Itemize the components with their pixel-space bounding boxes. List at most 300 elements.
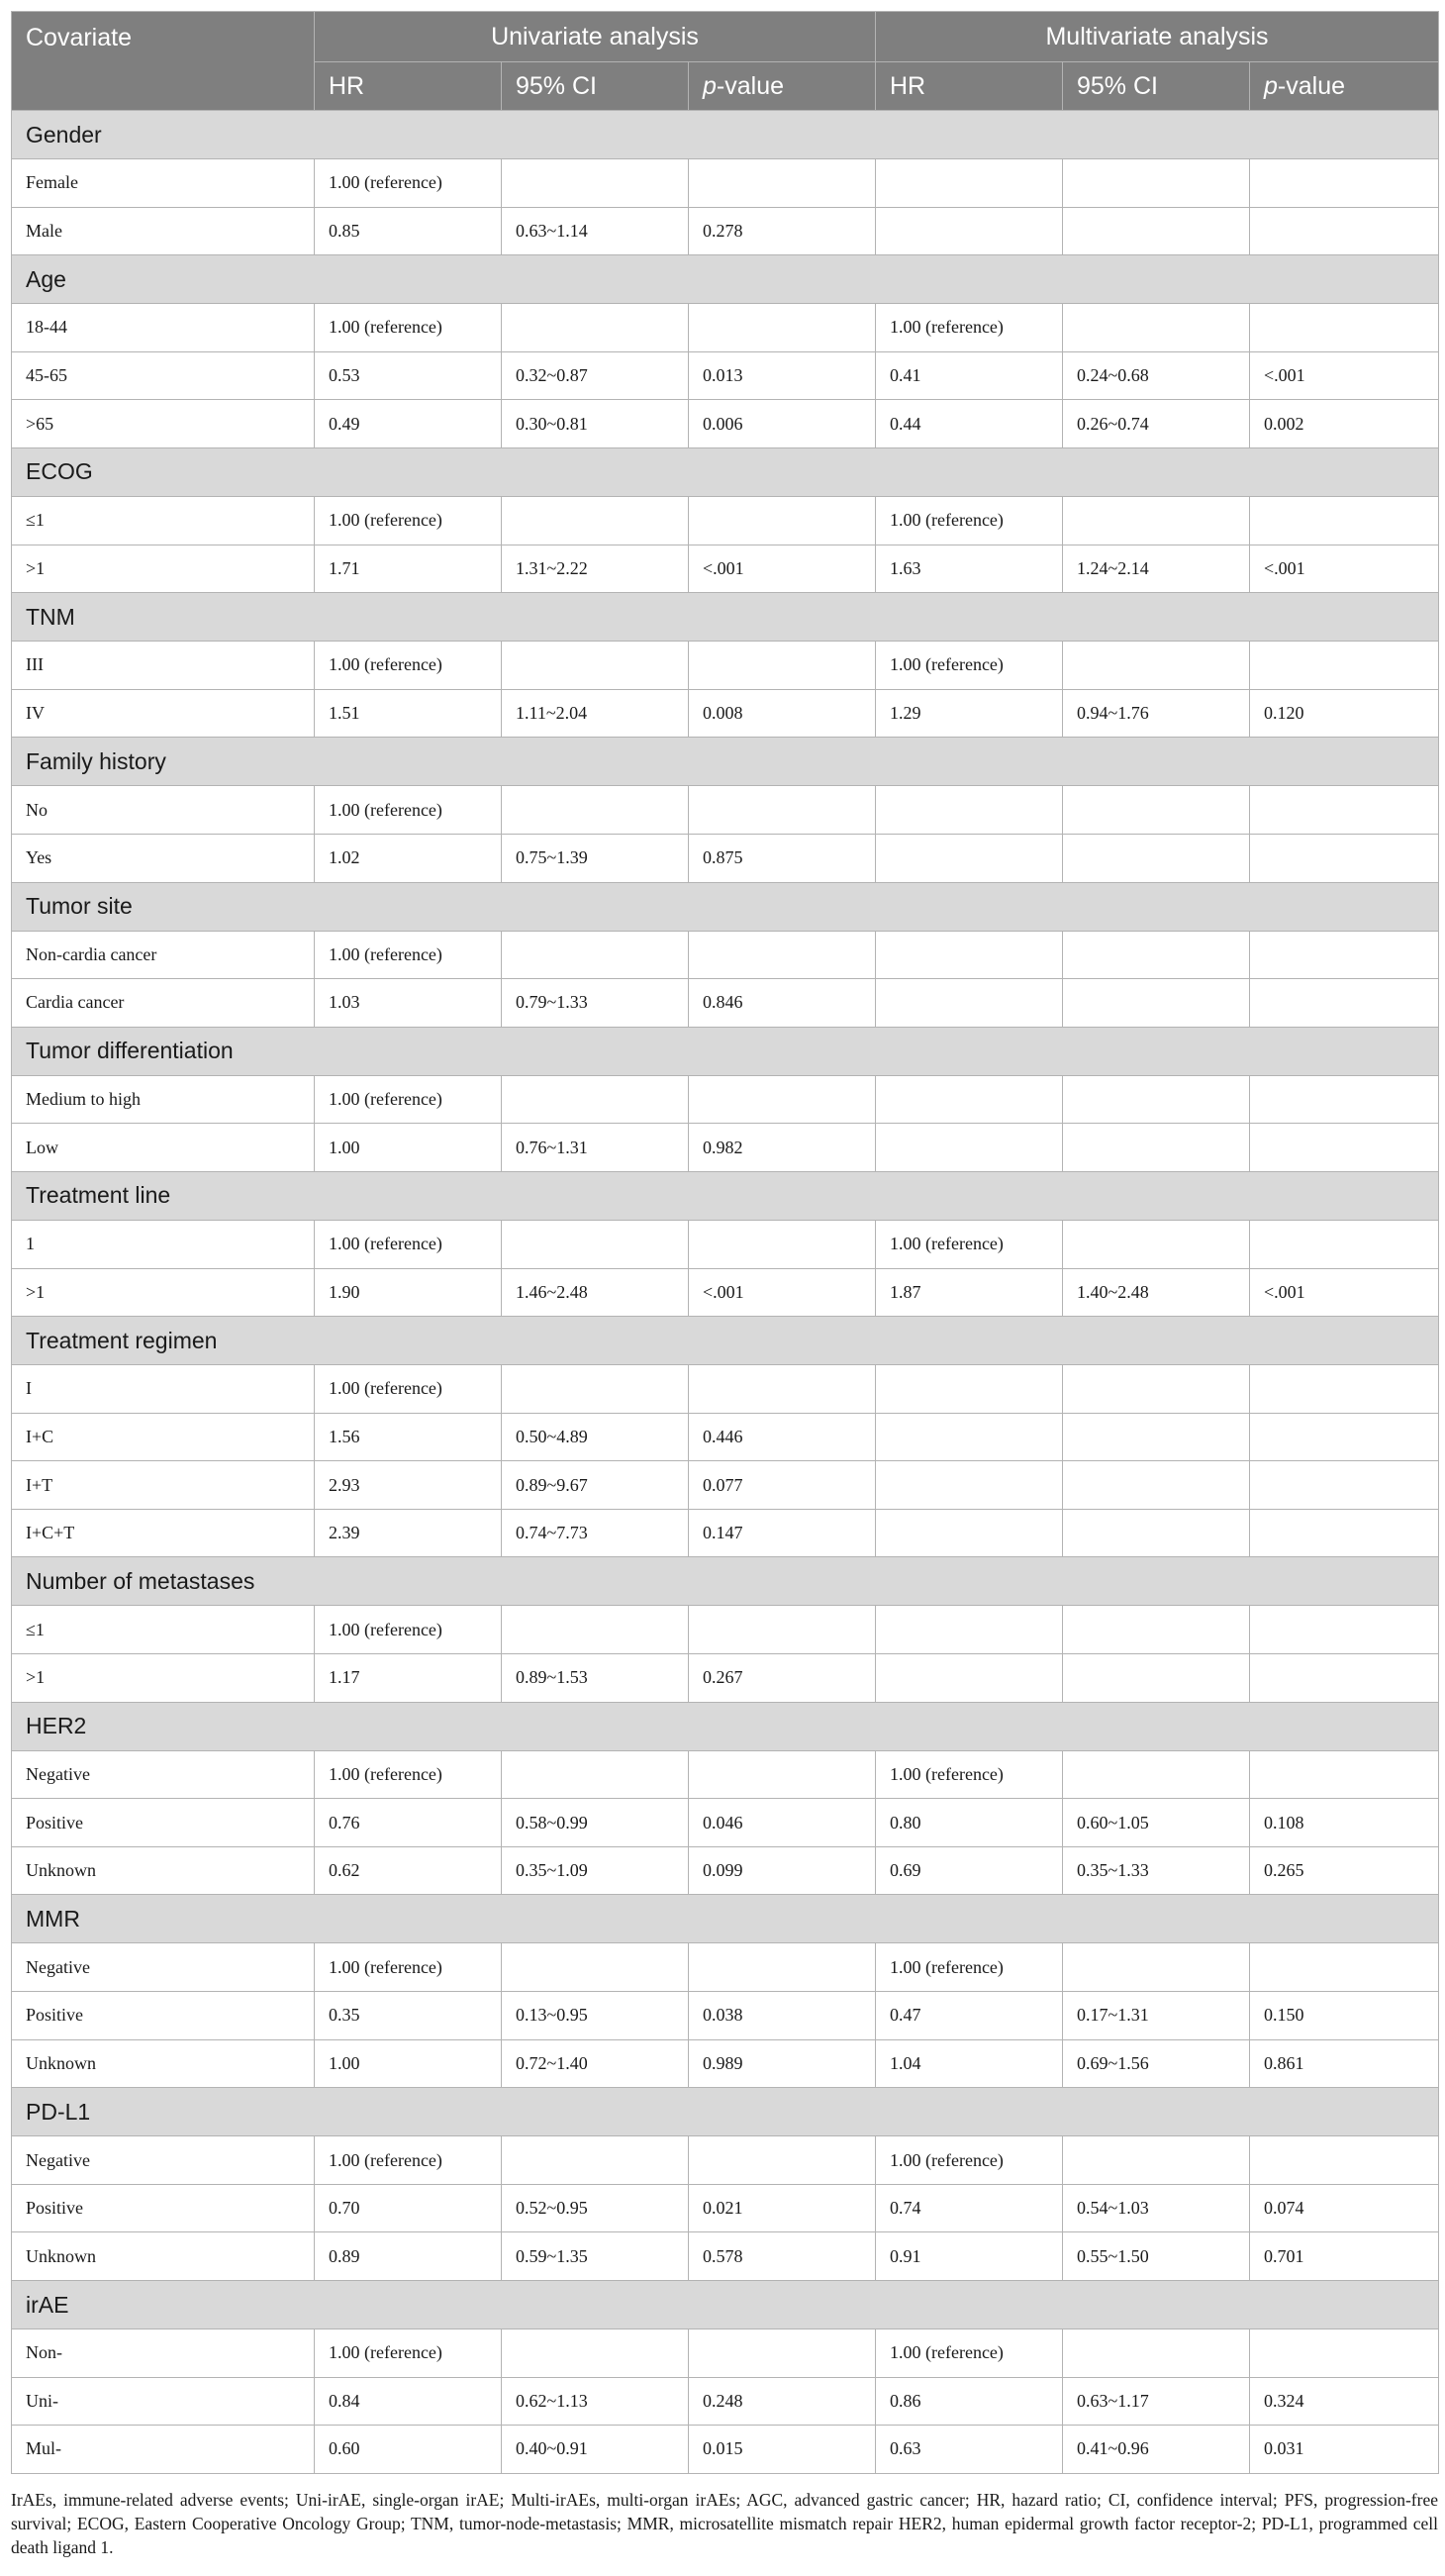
multivariate-ci: 0.60~1.05 — [1063, 1799, 1250, 1847]
multivariate-p: 0.002 — [1250, 400, 1439, 448]
section-row — [12, 882, 1439, 931]
multivariate-ci: 0.69~1.56 — [1063, 2039, 1250, 2088]
row-label: Mul- — [12, 2426, 315, 2474]
multivariate-hr: 1.00 (reference) — [876, 1220, 1063, 1268]
row-label: No — [12, 786, 315, 835]
row-label: Non- — [12, 2329, 315, 2378]
multivariate-ci — [1063, 786, 1250, 835]
multivariate-ci — [1063, 1654, 1250, 1703]
table-row — [12, 2039, 1439, 2088]
univariate-hr: 0.70 — [315, 2184, 502, 2232]
univariate-ci: 1.11~2.04 — [502, 689, 689, 738]
multivariate-header: Multivariate analysis — [876, 12, 1439, 62]
table-row — [12, 1799, 1439, 1847]
univariate-p: 0.077 — [689, 1461, 876, 1510]
univariate-hr: 1.00 (reference) — [315, 2329, 502, 2378]
table-header — [12, 12, 1439, 111]
univariate-ci: 0.75~1.39 — [502, 834, 689, 882]
univariate-hr: 1.00 (reference) — [315, 496, 502, 545]
univariate-hr: 1.02 — [315, 834, 502, 882]
multivariate-hr — [876, 1654, 1063, 1703]
univariate-p: 0.038 — [689, 1992, 876, 2040]
row-label: Unknown — [12, 1846, 315, 1895]
table-row — [12, 1413, 1439, 1461]
univariate-ci: 0.89~9.67 — [502, 1461, 689, 1510]
section-title: Gender — [12, 111, 1439, 159]
table-row — [12, 689, 1439, 738]
multivariate-p — [1250, 207, 1439, 255]
univariate-ci — [502, 159, 689, 208]
section-title: PD-L1 — [12, 2088, 1439, 2136]
section-title: MMR — [12, 1895, 1439, 1943]
multivariate-hr: 1.00 (reference) — [876, 1750, 1063, 1799]
univariate-p: 0.446 — [689, 1413, 876, 1461]
table-row — [12, 2329, 1439, 2378]
section-title: HER2 — [12, 1702, 1439, 1750]
section-title: irAE — [12, 2281, 1439, 2329]
univariate-hr: 0.85 — [315, 207, 502, 255]
univariate-p: 0.099 — [689, 1846, 876, 1895]
univariate-header: Univariate analysis — [315, 12, 876, 62]
univariate-hr: 1.00 (reference) — [315, 159, 502, 208]
section-title: Tumor site — [12, 882, 1439, 931]
univariate-p: 0.846 — [689, 979, 876, 1028]
univariate-ci: 0.79~1.33 — [502, 979, 689, 1028]
section-title: ECOG — [12, 447, 1439, 496]
multivariate-p — [1250, 1220, 1439, 1268]
multivariate-hr: 1.29 — [876, 689, 1063, 738]
section-row — [12, 1317, 1439, 1365]
univariate-ci — [502, 1220, 689, 1268]
section-row — [12, 1171, 1439, 1220]
univariate-p — [689, 1220, 876, 1268]
row-label: >1 — [12, 545, 315, 593]
table-row — [12, 159, 1439, 208]
multivariate-hr — [876, 931, 1063, 979]
multivariate-hr — [876, 786, 1063, 835]
univariate-p: 0.013 — [689, 351, 876, 400]
row-label: Negative — [12, 1943, 315, 1992]
univariate-p — [689, 1365, 876, 1414]
univariate-ci — [502, 496, 689, 545]
table-row — [12, 2184, 1439, 2232]
univariate-hr: 1.00 (reference) — [315, 786, 502, 835]
multivariate-ci: 0.55~1.50 — [1063, 2232, 1250, 2281]
multivariate-ci — [1063, 1075, 1250, 1124]
multivariate-p: 0.861 — [1250, 2039, 1439, 2088]
section-row — [12, 1702, 1439, 1750]
multivariate-ci — [1063, 1509, 1250, 1557]
multivariate-hr: 1.04 — [876, 2039, 1063, 2088]
multivariate-p: 0.265 — [1250, 1846, 1439, 1895]
univariate-ci: 0.32~0.87 — [502, 351, 689, 400]
table-row — [12, 2377, 1439, 2426]
univariate-p: 0.046 — [689, 1799, 876, 1847]
multivariate-ci — [1063, 1943, 1250, 1992]
multivariate-p — [1250, 2136, 1439, 2185]
multivariate-p — [1250, 1750, 1439, 1799]
univariate-p: 0.147 — [689, 1509, 876, 1557]
multivariate-p — [1250, 1413, 1439, 1461]
univariate-ci — [502, 1750, 689, 1799]
table-row — [12, 1606, 1439, 1654]
table-row — [12, 400, 1439, 448]
univariate-ci — [502, 642, 689, 690]
multivariate-ci: 0.54~1.03 — [1063, 2184, 1250, 2232]
univariate-ci: 0.62~1.13 — [502, 2377, 689, 2426]
univariate-ci: 0.89~1.53 — [502, 1654, 689, 1703]
section-row — [12, 447, 1439, 496]
multivariate-p — [1250, 159, 1439, 208]
multivariate-hr: 1.00 (reference) — [876, 304, 1063, 352]
section-row — [12, 1027, 1439, 1075]
row-label: Positive — [12, 1799, 315, 1847]
multivariate-hr — [876, 979, 1063, 1028]
multivariate-hr — [876, 1413, 1063, 1461]
multivariate-hr — [876, 1461, 1063, 1510]
section-title: Family history — [12, 738, 1439, 786]
row-label: I+C+T — [12, 1509, 315, 1557]
multivariate-ci — [1063, 1220, 1250, 1268]
univariate-ci: 0.59~1.35 — [502, 2232, 689, 2281]
univariate-ci — [502, 931, 689, 979]
univariate-p: 0.015 — [689, 2426, 876, 2474]
univariate-p — [689, 786, 876, 835]
univariate-p: 0.021 — [689, 2184, 876, 2232]
univariate-hr: 0.76 — [315, 1799, 502, 1847]
multivariate-ci: 0.24~0.68 — [1063, 351, 1250, 400]
univariate-ci — [502, 1075, 689, 1124]
univariate-ci: 0.52~0.95 — [502, 2184, 689, 2232]
multivariate-hr — [876, 834, 1063, 882]
row-label: IV — [12, 689, 315, 738]
univariate-p — [689, 2136, 876, 2185]
row-label: Male — [12, 207, 315, 255]
table-row — [12, 979, 1439, 1028]
covariate-header: Covariate — [12, 12, 315, 111]
row-label: Negative — [12, 2136, 315, 2185]
multivariate-hr: 1.63 — [876, 545, 1063, 593]
table-body — [12, 111, 1439, 2474]
row-label: 1 — [12, 1220, 315, 1268]
univariate-hr: 0.49 — [315, 400, 502, 448]
multivariate-p: 0.031 — [1250, 2426, 1439, 2474]
multivariate-hr: 0.44 — [876, 400, 1063, 448]
univariate-hr: 2.93 — [315, 1461, 502, 1510]
univariate-hr: 1.00 (reference) — [315, 304, 502, 352]
multivariate-hr — [876, 1606, 1063, 1654]
row-label: ≤1 — [12, 1606, 315, 1654]
multivariate-ci: 0.41~0.96 — [1063, 2426, 1250, 2474]
univariate-p: 0.989 — [689, 2039, 876, 2088]
table-row — [12, 931, 1439, 979]
row-label: >1 — [12, 1268, 315, 1317]
table-row — [12, 1992, 1439, 2040]
multivariate-ci: 0.17~1.31 — [1063, 1992, 1250, 2040]
multivariate-ci — [1063, 1461, 1250, 1510]
univariate-hr: 2.39 — [315, 1509, 502, 1557]
row-label: 18-44 — [12, 304, 315, 352]
multivariate-p — [1250, 931, 1439, 979]
univariate-p — [689, 2329, 876, 2378]
univariate-ci: 1.31~2.22 — [502, 545, 689, 593]
multivariate-ci — [1063, 1606, 1250, 1654]
univariate-hr: 1.00 (reference) — [315, 1750, 502, 1799]
multivariate-hr: 0.74 — [876, 2184, 1063, 2232]
univariate-ci: 0.40~0.91 — [502, 2426, 689, 2474]
table-row — [12, 2136, 1439, 2185]
section-title: Treatment regimen — [12, 1317, 1439, 1365]
row-label: Yes — [12, 834, 315, 882]
multivariate-ci — [1063, 304, 1250, 352]
multivariate-ci — [1063, 834, 1250, 882]
table-row — [12, 1268, 1439, 1317]
multivariate-hr: 1.00 (reference) — [876, 496, 1063, 545]
multivariate-hr: 0.63 — [876, 2426, 1063, 2474]
univariate-hr: 0.35 — [315, 1992, 502, 2040]
row-label: >1 — [12, 1654, 315, 1703]
univariate-p: 0.267 — [689, 1654, 876, 1703]
multivariate-ci — [1063, 207, 1250, 255]
section-title: Age — [12, 255, 1439, 304]
multivariate-p: <.001 — [1250, 351, 1439, 400]
p-suffix: -value — [1277, 71, 1345, 100]
row-label: ≤1 — [12, 496, 315, 545]
univariate-hr: 1.00 (reference) — [315, 1075, 502, 1124]
multivariate-ci — [1063, 979, 1250, 1028]
table-row — [12, 834, 1439, 882]
section-title: Number of metastases — [12, 1557, 1439, 1606]
row-label: Unknown — [12, 2232, 315, 2281]
univariate-p — [689, 1943, 876, 1992]
multivariate-ci — [1063, 642, 1250, 690]
multivariate-p — [1250, 496, 1439, 545]
univariate-p: <.001 — [689, 545, 876, 593]
univariate-ci: 1.46~2.48 — [502, 1268, 689, 1317]
multivariate-hr — [876, 1365, 1063, 1414]
univariate-p: 0.875 — [689, 834, 876, 882]
multivariate-ci — [1063, 1413, 1250, 1461]
table-row — [12, 1750, 1439, 1799]
univariate-p: 0.008 — [689, 689, 876, 738]
univariate-p — [689, 1075, 876, 1124]
univariate-p: 0.248 — [689, 2377, 876, 2426]
univariate-hr-header: HR — [315, 62, 502, 111]
univariate-ci — [502, 304, 689, 352]
multivariate-p — [1250, 834, 1439, 882]
multivariate-hr: 1.87 — [876, 1268, 1063, 1317]
p-italic: p — [703, 71, 717, 100]
multivariate-hr: 1.00 (reference) — [876, 1943, 1063, 1992]
multivariate-p — [1250, 979, 1439, 1028]
table-container — [11, 11, 1438, 2576]
univariate-ci — [502, 1365, 689, 1414]
univariate-hr: 0.84 — [315, 2377, 502, 2426]
section-row — [12, 255, 1439, 304]
univariate-p — [689, 931, 876, 979]
table-row — [12, 2426, 1439, 2474]
table-row — [12, 496, 1439, 545]
table-row — [12, 207, 1439, 255]
row-label: Uni- — [12, 2377, 315, 2426]
multivariate-hr: 0.69 — [876, 1846, 1063, 1895]
multivariate-ci — [1063, 2136, 1250, 2185]
row-label: Negative — [12, 1750, 315, 1799]
multivariate-hr: 0.80 — [876, 1799, 1063, 1847]
multivariate-ci-header: 95% CI — [1063, 62, 1250, 111]
section-title: TNM — [12, 593, 1439, 642]
table-row — [12, 1461, 1439, 1510]
univariate-p — [689, 1606, 876, 1654]
multivariate-p — [1250, 1943, 1439, 1992]
univariate-hr: 1.00 (reference) — [315, 1606, 502, 1654]
univariate-ci: 0.72~1.40 — [502, 2039, 689, 2088]
multivariate-p: 0.150 — [1250, 1992, 1439, 2040]
univariate-hr: 1.00 — [315, 2039, 502, 2088]
univariate-p — [689, 496, 876, 545]
multivariate-hr: 0.91 — [876, 2232, 1063, 2281]
multivariate-hr — [876, 1124, 1063, 1172]
multivariate-p — [1250, 2329, 1439, 2378]
univariate-ci: 0.63~1.14 — [502, 207, 689, 255]
multivariate-hr: 0.47 — [876, 1992, 1063, 2040]
multivariate-ci — [1063, 2329, 1250, 2378]
univariate-hr: 1.00 (reference) — [315, 931, 502, 979]
section-row — [12, 2088, 1439, 2136]
multivariate-ci — [1063, 1124, 1250, 1172]
univariate-p — [689, 159, 876, 208]
multivariate-p — [1250, 786, 1439, 835]
univariate-ci-header: 95% CI — [502, 62, 689, 111]
univariate-ci: 0.13~0.95 — [502, 1992, 689, 2040]
row-label: I+C — [12, 1413, 315, 1461]
univariate-ci — [502, 2329, 689, 2378]
multivariate-p-header — [1250, 62, 1439, 111]
univariate-p: 0.578 — [689, 2232, 876, 2281]
table-row — [12, 1220, 1439, 1268]
multivariate-hr — [876, 1075, 1063, 1124]
univariate-p: <.001 — [689, 1268, 876, 1317]
table-row — [12, 1365, 1439, 1414]
univariate-ci: 0.58~0.99 — [502, 1799, 689, 1847]
univariate-ci — [502, 1943, 689, 1992]
multivariate-hr — [876, 207, 1063, 255]
table-row — [12, 351, 1439, 400]
univariate-p: 0.278 — [689, 207, 876, 255]
row-label: Low — [12, 1124, 315, 1172]
multivariate-hr: 0.86 — [876, 2377, 1063, 2426]
row-label: I — [12, 1365, 315, 1414]
univariate-ci: 0.74~7.73 — [502, 1509, 689, 1557]
p-italic: p — [1264, 71, 1278, 100]
multivariate-hr: 0.41 — [876, 351, 1063, 400]
table-row — [12, 1654, 1439, 1703]
multivariate-p — [1250, 1075, 1439, 1124]
table-row — [12, 2232, 1439, 2281]
multivariate-ci: 0.63~1.17 — [1063, 2377, 1250, 2426]
univariate-hr: 1.56 — [315, 1413, 502, 1461]
multivariate-p: 0.074 — [1250, 2184, 1439, 2232]
row-label: I+T — [12, 1461, 315, 1510]
univariate-hr: 1.03 — [315, 979, 502, 1028]
univariate-ci: 0.50~4.89 — [502, 1413, 689, 1461]
multivariate-hr-header: HR — [876, 62, 1063, 111]
row-label: Unknown — [12, 2039, 315, 2088]
univariate-p — [689, 1750, 876, 1799]
univariate-p: 0.006 — [689, 400, 876, 448]
table-footnote: IrAEs, immune-related adverse events; Uni-irAE, single-organ irAE; Multi-irAEs, multi-organ irAEs; AGC, advanced gastric cancer; HR, hazard ratio; CI, confidence interval; PFS, progression-free survival; ECOG, Eastern Cooperative Oncology Group; TNM, tumor-node-metastasis; MMR, microsatellite mismatch repair HER2, human epidermal growth factor receptor-2; PD-L1, programmed cell death ligand 1. — [11, 2489, 1438, 2557]
univariate-ci — [502, 786, 689, 835]
multivariate-hr: 1.00 (reference) — [876, 2136, 1063, 2185]
table-row — [12, 1943, 1439, 1992]
univariate-hr: 1.17 — [315, 1654, 502, 1703]
multivariate-p — [1250, 1606, 1439, 1654]
univariate-hr: 1.00 (reference) — [315, 1220, 502, 1268]
table-row — [12, 1846, 1439, 1895]
univariate-hr: 1.00 (reference) — [315, 642, 502, 690]
univariate-ci: 0.35~1.09 — [502, 1846, 689, 1895]
p-suffix: -value — [716, 71, 784, 100]
multivariate-p: 0.324 — [1250, 2377, 1439, 2426]
multivariate-p — [1250, 1461, 1439, 1510]
univariate-hr: 0.60 — [315, 2426, 502, 2474]
table-row — [12, 1509, 1439, 1557]
row-label: Positive — [12, 1992, 315, 2040]
row-label: Medium to high — [12, 1075, 315, 1124]
multivariate-p — [1250, 1654, 1439, 1703]
univariate-p: 0.982 — [689, 1124, 876, 1172]
table-row — [12, 545, 1439, 593]
row-label: 45-65 — [12, 351, 315, 400]
univariate-hr: 0.89 — [315, 2232, 502, 2281]
univariate-hr: 1.90 — [315, 1268, 502, 1317]
multivariate-p: 0.120 — [1250, 689, 1439, 738]
multivariate-p: <.001 — [1250, 545, 1439, 593]
row-label: Cardia cancer — [12, 979, 315, 1028]
row-label: >65 — [12, 400, 315, 448]
multivariate-ci — [1063, 159, 1250, 208]
univariate-p — [689, 304, 876, 352]
multivariate-hr: 1.00 (reference) — [876, 642, 1063, 690]
univariate-ci — [502, 2136, 689, 2185]
multivariate-ci — [1063, 1750, 1250, 1799]
section-title: Treatment line — [12, 1171, 1439, 1220]
multivariate-p — [1250, 1124, 1439, 1172]
section-row — [12, 111, 1439, 159]
section-row — [12, 738, 1439, 786]
multivariate-ci: 1.24~2.14 — [1063, 545, 1250, 593]
univariate-hr: 1.00 (reference) — [315, 1365, 502, 1414]
multivariate-p — [1250, 1365, 1439, 1414]
section-row — [12, 2281, 1439, 2329]
univariate-ci: 0.76~1.31 — [502, 1124, 689, 1172]
section-row — [12, 593, 1439, 642]
table-row — [12, 304, 1439, 352]
section-title: Tumor differentiation — [12, 1027, 1439, 1075]
univariate-hr: 0.62 — [315, 1846, 502, 1895]
univariate-hr: 1.71 — [315, 545, 502, 593]
row-label: Non-cardia cancer — [12, 931, 315, 979]
table-row — [12, 1124, 1439, 1172]
univariate-p — [689, 642, 876, 690]
row-label: Positive — [12, 2184, 315, 2232]
univariate-hr: 1.51 — [315, 689, 502, 738]
multivariate-p — [1250, 304, 1439, 352]
regression-table — [11, 11, 1439, 2474]
row-label: Female — [12, 159, 315, 208]
multivariate-p — [1250, 1509, 1439, 1557]
univariate-hr: 1.00 (reference) — [315, 1943, 502, 1992]
